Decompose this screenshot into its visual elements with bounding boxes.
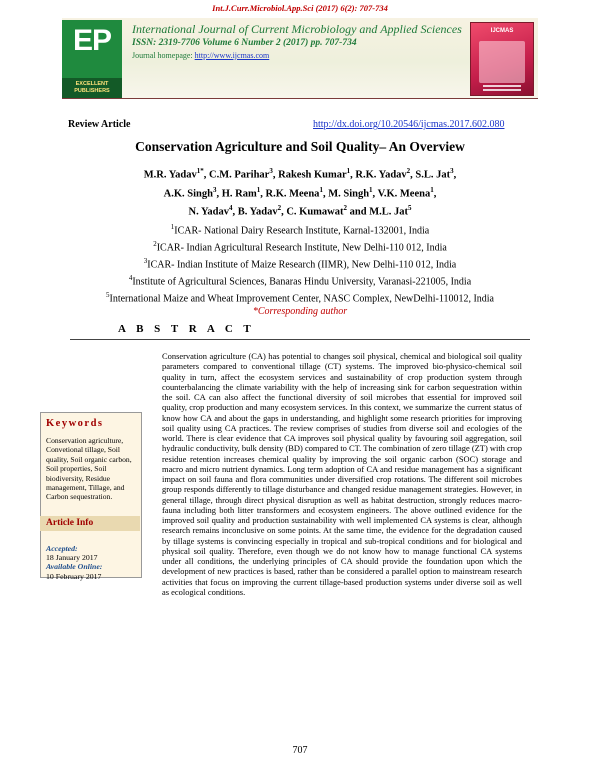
affiliation: $^4$Institute of Agricultural Sciences, Banaras Hindu University, Varanasi-221005, India [128, 273, 472, 288]
journal-cover-image [470, 22, 534, 96]
doi-link[interactable]: http://dx.doi.org/10.20546/ijcmas.2017.602.080 [313, 119, 505, 130]
homepage-label: Journal homepage: [132, 51, 195, 60]
running-head: Int.J.Curr.Microbiol.App.Sci (2017) 6(2): 707-734 [212, 3, 388, 13]
journal-homepage [132, 51, 269, 60]
article-info [46, 544, 138, 581]
affiliation: $^3$ICAR- Indian Institute of Maize Research (IIMR), New Delhi-110 012, India [143, 256, 457, 271]
cover-graphic [479, 41, 525, 83]
page-number: 707 [292, 745, 308, 756]
cover-title: IJCMAS [490, 28, 514, 34]
publisher-logo [62, 20, 122, 98]
issn-line: ISSN: 2319-7706 Volume 6 Number 2 (2017) pp. 707-734 [132, 38, 357, 48]
abstract-divider [70, 339, 530, 340]
logo-text: EXCELLENT PUBLISHERS [62, 78, 122, 98]
author-line: A.K. Singh$^3$, H. Ram$^1$, R.K. Meena$^1$, M. Singh$^1$, V.K. Meena$^1$, [163, 185, 437, 199]
article-type: Review Article [68, 119, 131, 130]
abstract-text: Conservation agriculture (CA) has potential to changes soil physical, chemical and biological soil quality parameters compared to conventional tillage (CT) systems. The improved bio-physico-chemical soil quality in turn, affect the ecosystem services and sustainability of crop production system through counterbalancing the climate variability with the help of increasing sink for carbon sequestration within the soil. CA can also affect the functional diversity of soil microbes that essential for improved soil quality, crop production and many ecosystem services. In this context, we summarize the current status of know how CA and about the gaps in understanding, and highlight some research priorities for improving soil quality using CA practices. The review comprises of studies from diverse soil and ecologies of the world. There is clear evidence that CA improves soil physical quality by favouring soil aggregation, soil hydraulic conductivity, bulk density (BD) compared to CT. The combination of zero tillage (ZT) with crop residue retention increases chemical quality by improving the soil organic carbon (SOC) storage and macro and micro nutrient dynamics. Long term adoption of CA and residue management has a significant impact on soil fauna and flora communities under diversified crop rotations. The different soil microbes group responds differently to tillage disturbance and changed residue management strategies. However, in general tillage, through direct physical disruption as well as habitat destruction, strongly reduces macro-fauna including both litter transformers and ecosystem engineers. The above outlined evidence for the improved soil quality and production sustainability with well implemented CA systems is clear, although research remains inconclusive on some points. At the same time, the evidence for the degradation caused by tillage systems is convincing especially in tropical and sub-tropical conditions and for biological and physical soil quality. Therefore, even though we do not know how to manage functional CA systems under all conditions, the underlying principles of CA should provide the foundation upon which the development of new practices is based, rather than be considered a parallel option to mainstream research activities that focus on improving the current tillage-based production systems under diverse soil as well as ecological conditions. [162, 351, 522, 597]
author-line: N. Yadav$^4$, B. Yadav$^2$, C. Kumawat$^2$ and M.L. Jat$^5$ [188, 204, 412, 218]
article-info-header [40, 516, 140, 531]
affiliation: $^1$ICAR- National Dairy Research Institute, Karnal-132001, India [170, 223, 430, 237]
homepage-link[interactable]: http://www.ijcmas.com [194, 51, 270, 60]
keywords-list: Conservation agriculture, Convetional tillage, Soil quality, Soil organic carbon, Soil properties, Soil biodiversity, Residue management, Tillage, and Carbon sequestration. [46, 436, 132, 502]
affiliation: $^2$ICAR- Indian Agricultural Research Institute, New Delhi-110 012, India [153, 239, 447, 254]
paper-title: Conservation Agriculture and Soil Quality– An Overview [135, 139, 465, 154]
corresponding-author: *Corresponding author [252, 305, 348, 317]
cover-line [483, 89, 521, 91]
author-list [80, 164, 520, 220]
logo-letters: EP [72, 24, 112, 57]
affiliation: $^5$International Maize and Wheat Improvement Center, NASC Complex, NewDelhi-110012, India [106, 290, 494, 305]
accepted-label: Accepted: [46, 544, 78, 553]
cover-line [483, 85, 521, 87]
available-online-label: Available Online: [46, 562, 103, 572]
article-info-heading: Article Info [46, 518, 94, 528]
available-online-date: 10 February 2017 [46, 571, 102, 581]
abstract-heading: A B S T R A C T [118, 323, 255, 335]
accepted-date: 18 January 2017 [46, 553, 98, 563]
affiliations [60, 221, 540, 318]
journal-title: International Journal of Current Microbiology and Applied Sciences [132, 22, 462, 36]
author-line: M.R. Yadav$^{1*}$, C.M. Parihar$^3$, Rakesh Kumar$^1$, R.K. Yadav$^2$, S.L. Jat$^3$, [143, 167, 457, 181]
keywords-heading: Keywords [46, 418, 104, 429]
